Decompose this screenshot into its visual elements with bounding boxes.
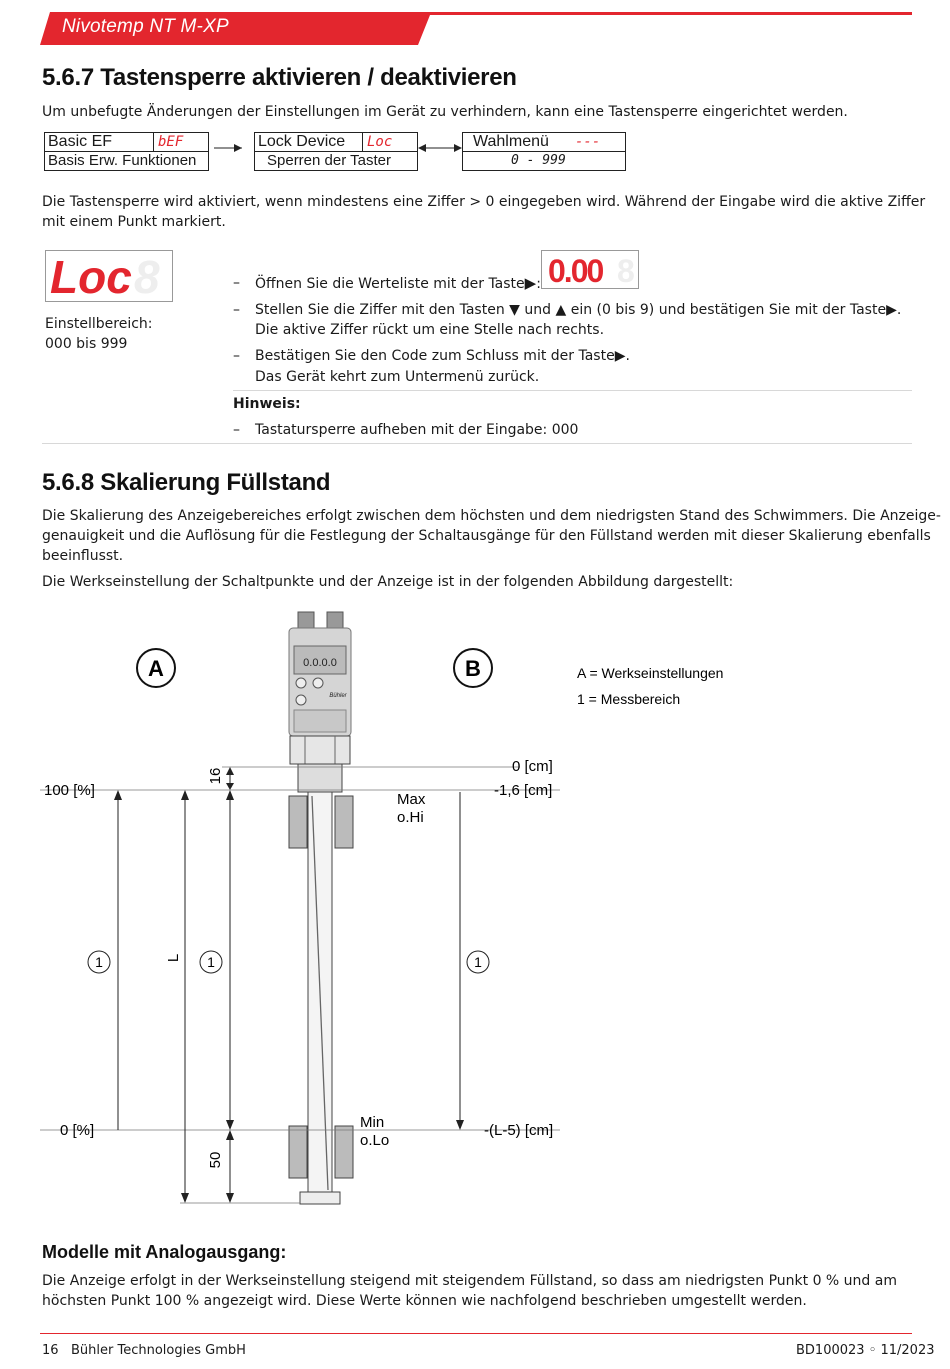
- cm-top: -1,6 [cm]: [494, 782, 553, 799]
- company-name: Bühler Technologies GmbH: [71, 1343, 246, 1358]
- models-line-2: höchsten Punkt 100 % angezeigt wird. Diese Werte können wie nachfolgend beschrieben umgestellt werden.: [42, 1293, 807, 1309]
- menu-box-wahlmenu: [462, 132, 626, 171]
- float-top-left: [289, 796, 307, 848]
- note-title: Hinweis:: [233, 396, 301, 412]
- step-2: – Stellen Sie die Ziffer mit den Tasten ▼ und ▲ ein (0 bis 9) und bestätigen Sie mit der Taste▶.: [233, 302, 902, 318]
- device-brand: Bühler: [329, 693, 347, 699]
- menu-sub-label: Basis Erw. Funktionen: [48, 152, 197, 169]
- triangle-right-icon: ▶: [524, 274, 537, 292]
- step-1: – Öffnen Sie die Werteliste mit der Taste▶:: [233, 274, 541, 292]
- dim-L: L: [165, 953, 182, 963]
- float-bottom-left: [289, 1126, 307, 1178]
- document-id: BD100023 ◦ 11/2023: [796, 1343, 935, 1358]
- max-sub-label: o.Hi: [397, 809, 424, 826]
- models-heading: Modelle mit Analogausgang:: [42, 1242, 287, 1262]
- float-top-right: [335, 796, 353, 848]
- range-value: 000 bis 999: [45, 336, 128, 352]
- min-label: Min: [360, 1114, 385, 1131]
- dim-50: 50: [207, 1151, 224, 1169]
- menu-label: Basic EF: [48, 133, 113, 150]
- menu-sub-label: Sperren der Taster: [267, 152, 391, 169]
- label-a: A: [148, 656, 164, 681]
- led-text: Loc: [50, 251, 132, 301]
- range-label: Einstellbereich:: [45, 316, 153, 332]
- page-number: 16: [42, 1343, 59, 1358]
- svg-text:8: 8: [134, 251, 160, 301]
- cm-bottom: -(L-5) [cm]: [484, 1122, 554, 1139]
- note-item: – Tastatursperre aufheben mit der Eingabe: 000: [233, 422, 579, 438]
- step-1-text: Öffnen Sie die Werteliste mit der Taste: [255, 276, 525, 292]
- footer-line: [40, 1333, 912, 1334]
- step-2-line-2: Die aktive Ziffer rückt um eine Stelle nach rechts.: [255, 322, 605, 338]
- step-2-text-b: ein (0 bis 9) und bestätigen Sie mit der Taste: [570, 302, 887, 318]
- intro-text: Um unbefugte Änderungen der Einstellungen im Gerät zu verhindern, kann eine Tastensperre eingerichtet werden.: [42, 104, 848, 120]
- arrow-right-icon: [214, 143, 252, 153]
- float-bottom-right: [335, 1126, 353, 1178]
- step-2-text-a: Stellen Sie die Ziffer mit den Tasten: [255, 302, 505, 318]
- menu-label: Lock Device: [258, 133, 346, 150]
- label-b: B: [465, 656, 481, 681]
- legend-1: 1 = Messbereich: [577, 691, 681, 707]
- models-line-1: Die Anzeige erfolgt in der Werkseinstellung steigend mit steigendem Füllstand, so dass am niedrigsten Punkt 0 % und am: [42, 1273, 897, 1289]
- note-text: Tastatursperre aufheben mit der Eingabe: 000: [255, 422, 579, 438]
- device-button-icon: [313, 678, 323, 688]
- step-3-text: Bestätigen Sie den Code zum Schluss mit der Taste: [255, 348, 615, 364]
- dim-16: 16: [207, 767, 224, 785]
- min-sub-label: o.Lo: [360, 1132, 390, 1149]
- circle-1-label: 1: [474, 954, 482, 970]
- divider: [233, 390, 912, 391]
- triangle-down-icon: ▼: [509, 302, 520, 318]
- step-3: – Bestätigen Sie den Code zum Schluss mit der Taste▶.: [233, 348, 630, 364]
- legend-a: A = Werkseinstellungen: [577, 665, 724, 681]
- menu-sub-label: 0 - 999: [511, 153, 566, 168]
- para1-line-2: genauigkeit und die Auflösung für die Festlegung der Schaltausgänge für den Füllstand werden mit dieser Skalierung ebenfalls: [42, 528, 931, 544]
- max-label: Max: [397, 791, 426, 808]
- menu-segment-code: bEF: [153, 133, 208, 151]
- desc-line-1: Die Tastensperre wird aktiviert, wenn mindestens eine Ziffer > 0 eingegeben wird. Während der Eingabe wird die aktive Ziffer: [42, 194, 926, 210]
- step-2-und: und: [524, 302, 552, 318]
- para1-line-3: beeinflusst.: [42, 548, 124, 564]
- svg-text:8: 8: [617, 253, 635, 288]
- para2: Die Werkseinstellung der Schaltpunkte und der Anzeige ist in der folgenden Abbildung dargestellt:: [42, 574, 734, 590]
- pct-100: 100 [%]: [44, 782, 95, 799]
- pct-0: 0 [%]: [60, 1122, 95, 1139]
- cm-0: 0 [cm]: [512, 758, 553, 775]
- arrow-both-icon: [418, 143, 462, 153]
- menu-label: Wahlmenü: [473, 133, 549, 150]
- step-3-line-2: Das Gerät kehrt zum Untermenü zurück.: [255, 369, 540, 385]
- section-heading-5-6-7: 5.6.7 Tastensperre aktivieren / deaktivieren: [42, 64, 517, 91]
- menu-segment-code: Loc: [362, 133, 417, 151]
- menu-box-basic-ef: [44, 132, 209, 171]
- device-button-icon: [296, 678, 306, 688]
- para1-line-1: Die Skalierung des Anzeigebereiches erfolgt zwischen dem höchsten und dem niedrigsten Stand des Schwimmers. Die Anzeige-: [42, 508, 941, 524]
- desc-line-2: mit einem Punkt markiert.: [42, 214, 226, 230]
- led-small-text: 0.00: [548, 253, 603, 288]
- menu-box-lock-device: [254, 132, 418, 171]
- section-heading-5-6-8: 5.6.8 Skalierung Füllstand: [42, 469, 331, 496]
- device-button-icon: [296, 695, 306, 705]
- divider: [42, 443, 912, 444]
- document-title: Nivotemp NT M-XP: [62, 16, 229, 37]
- circle-1-label: 1: [207, 954, 215, 970]
- triangle-right-icon: ▶: [886, 302, 897, 318]
- led-display-loc: [45, 250, 173, 302]
- triangle-right-icon: ▶: [614, 348, 626, 364]
- circle-1-label: 1: [95, 954, 103, 970]
- level-sensor-figure: [0, 600, 950, 1220]
- triangle-up-icon: ▲: [555, 302, 567, 318]
- menu-segment-code: ---: [575, 134, 601, 150]
- device-display-value: 0.0.0.0: [303, 657, 337, 669]
